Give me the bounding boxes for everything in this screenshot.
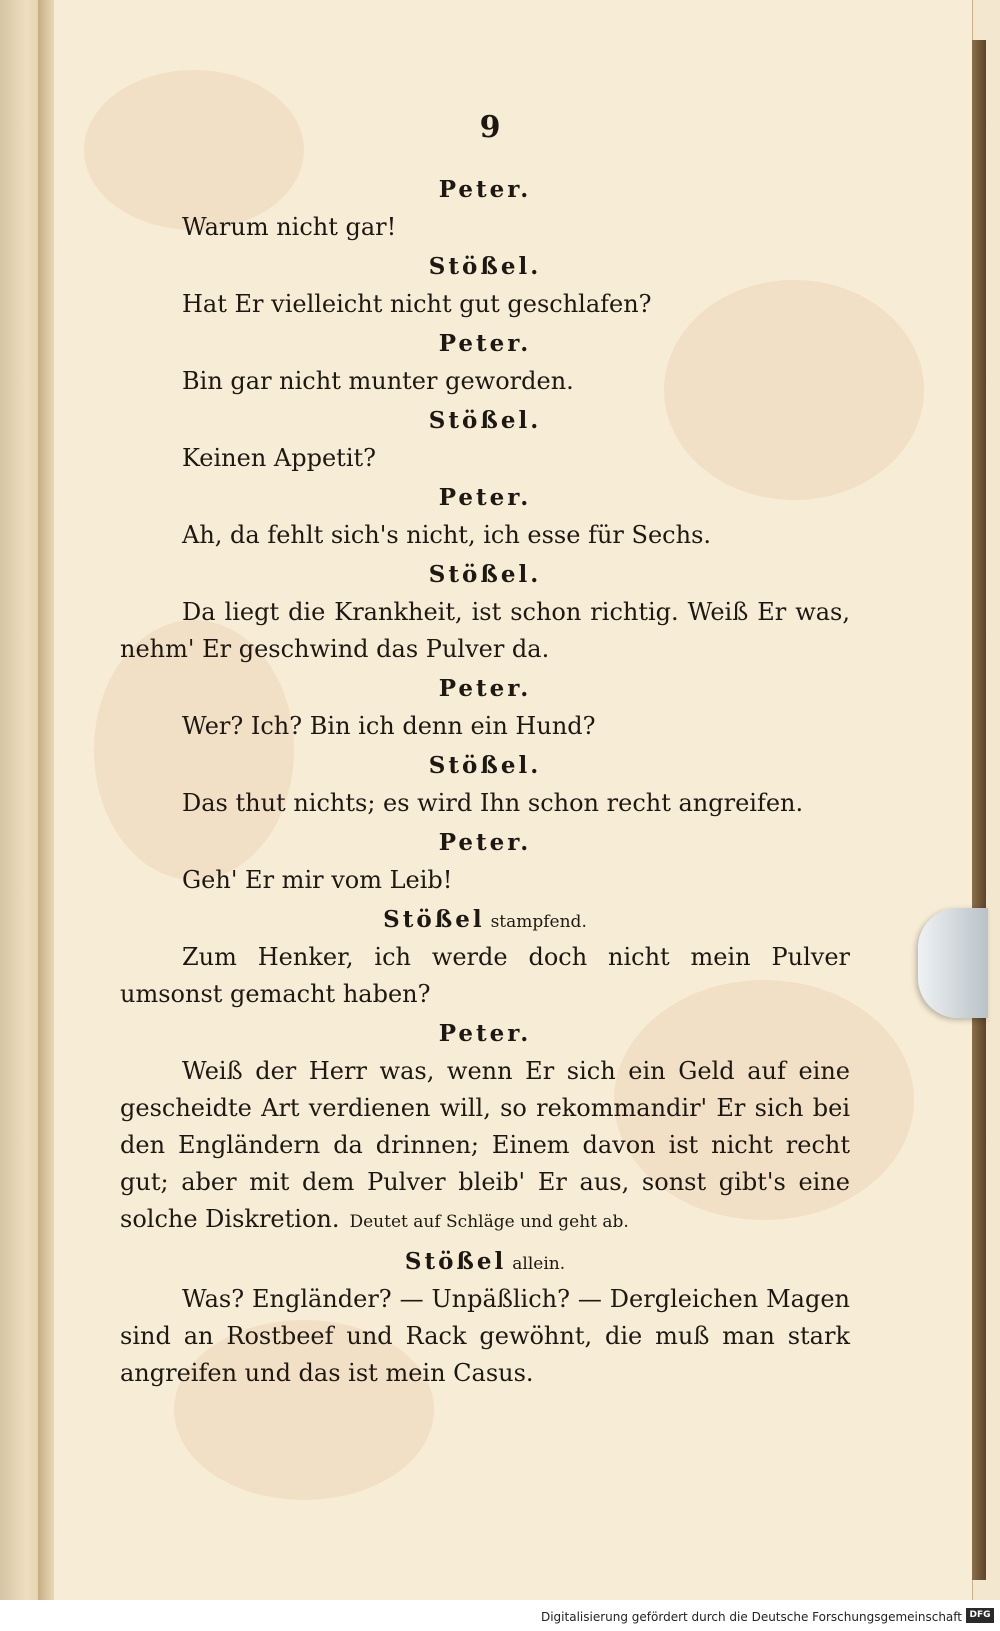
dialogue-line bbox=[120, 440, 850, 477]
speaker-label: Stößel. bbox=[428, 407, 542, 434]
dialogue-text: Warum nicht gar! bbox=[182, 213, 397, 241]
dialogue-text: Was? Engländer? — Unpäßlich? — Dergleichen Magen sind an Rostbeef und Rack gewöhnt, die muß man stark angreifen und das ist mein Casus. bbox=[120, 1285, 850, 1387]
stage-note: Deutet auf Schläge und geht ab. bbox=[349, 1212, 629, 1232]
dfg-logo: DFG bbox=[966, 1608, 994, 1623]
speaker-label: Peter. bbox=[438, 829, 532, 856]
dialogue-line bbox=[120, 286, 850, 323]
speaker-name bbox=[120, 248, 850, 286]
speaker-name bbox=[120, 556, 850, 594]
speaker-name bbox=[120, 325, 850, 363]
speaker-label: Stößel. bbox=[428, 752, 542, 779]
dialogue-line bbox=[120, 517, 850, 554]
speaker-label: Peter. bbox=[438, 176, 532, 203]
dialogue-text: Da liegt die Krankheit, ist schon richtig. Weiß Er was, nehm' Er geschwind das Pulver da. bbox=[120, 598, 850, 663]
dialogue-line bbox=[120, 594, 850, 668]
dialogue-line bbox=[120, 1053, 850, 1241]
funding-credit: Digitalisierung gefördert durch die Deutsche Forschungsgemeinschaft bbox=[540, 1610, 962, 1624]
dialogue-line bbox=[120, 363, 850, 400]
speaker-label: Peter. bbox=[438, 484, 532, 511]
dialogue-text: Bin gar nicht munter geworden. bbox=[182, 367, 574, 395]
page-number: 9 bbox=[479, 110, 501, 145]
book-gutter bbox=[38, 0, 54, 1600]
speaker-name bbox=[120, 824, 850, 862]
dialogue-text: Ah, da fehlt sich's nicht, ich esse für Sechs. bbox=[182, 521, 712, 549]
speaker-label: Peter. bbox=[438, 1020, 532, 1047]
dialogue-line bbox=[120, 708, 850, 745]
speaker-label: Stößel bbox=[383, 906, 485, 933]
speaker-name bbox=[120, 1015, 850, 1053]
dialogue-text: Geh' Er mir vom Leib! bbox=[182, 866, 453, 894]
speaker-name bbox=[120, 1243, 850, 1281]
dialogue-line bbox=[120, 939, 850, 1013]
stage-direction: stampfend. bbox=[490, 912, 587, 932]
dialogue-text: Zum Henker, ich werde doch nicht mein Pulver umsonst gemacht haben? bbox=[120, 943, 850, 1008]
speaker-name bbox=[120, 402, 850, 440]
dialogue-line bbox=[120, 209, 850, 246]
speaker-label: Stößel. bbox=[428, 253, 542, 280]
dialogue-line bbox=[120, 1281, 850, 1392]
dialogue-text: Keinen Appetit? bbox=[182, 444, 377, 472]
dialogue-line bbox=[120, 862, 850, 899]
speaker-name bbox=[120, 901, 850, 939]
speaker-name bbox=[120, 479, 850, 517]
dialogue-line bbox=[120, 785, 850, 822]
dialogue-text: Wer? Ich? Bin ich denn ein Hund? bbox=[182, 712, 596, 740]
page-clip bbox=[918, 908, 988, 1018]
speaker-name bbox=[120, 747, 850, 785]
dialogue-text: Das thut nichts; es wird Ihn schon recht angreifen. bbox=[182, 789, 804, 817]
dialogue-text: Weiß der Herr was, wenn Er sich ein Geld auf eine gescheidte Art verdienen will, so rekommandir' Er sich bei den Engländern da drinnen; Einem davon ist nicht recht gut; aber mit dem Pulver bleib' Er aus, sonst gibt's eine solche Diskretion. bbox=[120, 1057, 850, 1233]
digitization-footer bbox=[0, 1600, 1000, 1631]
speaker-name bbox=[120, 670, 850, 708]
speaker-label: Stößel bbox=[404, 1248, 507, 1275]
speaker-label: Stößel. bbox=[428, 561, 542, 588]
right-page-edge bbox=[972, 40, 986, 1580]
stage-direction: allein. bbox=[512, 1254, 566, 1274]
speaker-name bbox=[120, 171, 850, 209]
speaker-label: Peter. bbox=[438, 675, 532, 702]
page-text bbox=[120, 110, 850, 1394]
speaker-label: Peter. bbox=[438, 330, 532, 357]
left-page-edge bbox=[0, 0, 38, 1600]
dialogue-text: Hat Er vielleicht nicht gut geschlafen? bbox=[182, 290, 652, 318]
dialogue bbox=[120, 171, 850, 1392]
